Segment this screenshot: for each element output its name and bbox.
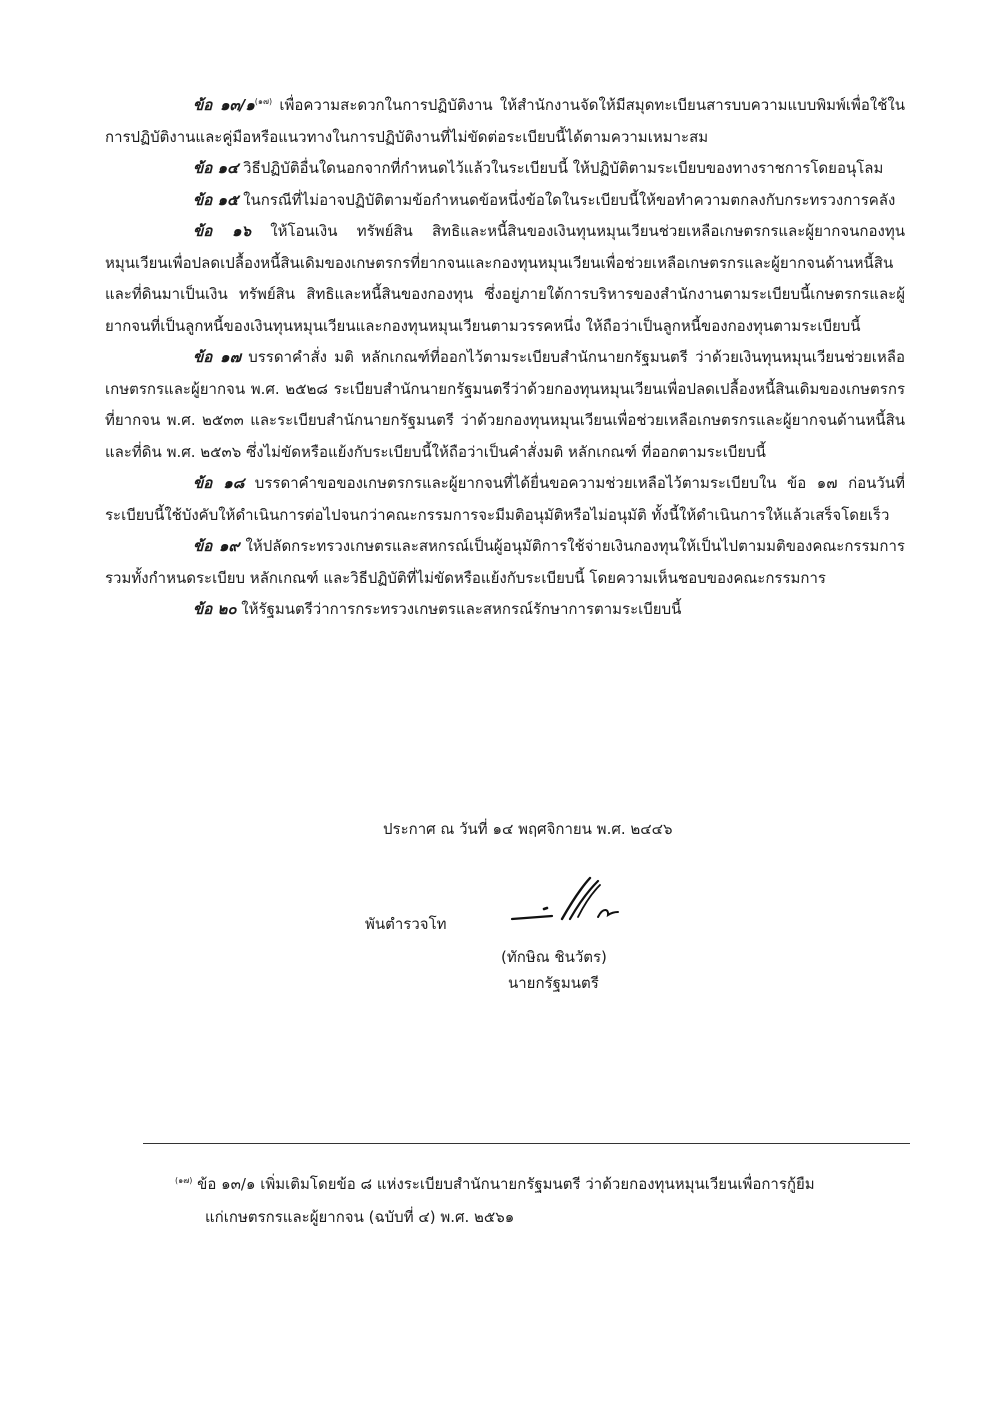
clause-number: ข้อ ๑๘ — [193, 474, 245, 492]
clause-number: ข้อ ๑๕ — [193, 190, 239, 209]
clause-18 — [105, 468, 905, 531]
clause-number: ข้อ ๒๐ — [193, 600, 237, 618]
footnote-divider — [143, 1143, 910, 1144]
clause-number: ข้อ ๑๖ — [193, 222, 252, 240]
clause-15 — [105, 185, 905, 217]
footnote-line-2: แก่เกษตรกรและผู้ยากจน (ฉบับที่ ๔) พ.ศ. ๒๕๖๑ — [205, 1208, 515, 1226]
clause-text: บรรดาคำสั่ง มติ หลักเกณฑ์ที่ออกไว้ตามระเบียบสำนักนายกรัฐมนตรี ว่าด้วยเงินทุนหมุนเวียนช่วยเหลือเกษตรกรและผู้ยากจน พ.ศ. ๒๕๒๘ ระเบียบสำนักนายกรัฐมนตรีว่าด้วยกองทุนหมุนเวียนเพื่อปลดเปลื้องหนี้สินเดิมของเกษตรกรที่ยากจน พ.ศ. ๒๕๓๓ และระเบียบสำนักนายกรัฐมนตรี ว่าด้วยกองทุนหมุนเวียนเพื่อช่วยเหลือเกษตรกรและผู้ยากจนด้านหนี้สินและที่ดิน พ.ศ. ๒๕๓๖ ซึ่งไม่ขัดหรือแย้งกับระเบียบนี้ให้ถือว่าเป็นคำสั่งมติ หลักเกณฑ์ ที่ออกตามระเบียบนี้ — [105, 348, 905, 461]
clause-text: ให้ปลัดกระทรวงเกษตรและสหกรณ์เป็นผู้อนุมัติการใช้จ่ายเงินกองทุนให้เป็นไปตามมติของคณะกรรมการ รวมทั้งกำหนดระเบียบ หลักเกณฑ์ และวิธีปฏิบัติที่ไม่ขัดหรือแย้งกับระเบียบนี้ โดยความเห็นชอบของคณะกรรมการ — [105, 537, 905, 587]
handwritten-signature — [510, 875, 625, 925]
clause-number: ข้อ ๑๔ — [193, 159, 239, 177]
clause-14 — [105, 153, 905, 185]
clause-text: บรรดาคำขอของเกษตรกรและผู้ยากจนที่ได้ยื่นขอความช่วยเหลือไว้ตามระเบียบใน ข้อ ๑๗ ก่อนวันที่ระเบียบนี้ใช้บังคับให้ดำเนินการต่อไปจนกว่าคณะกรรมการจะมีมติอนุมัติหรือไม่อนุมัติ ทั้งนี้ให้ดำเนินการให้แล้วเสร็จโดยเร็ว — [105, 474, 905, 524]
clause-20 — [105, 594, 905, 626]
footnote-reference: (๑๗) — [254, 97, 273, 106]
clause-13-1 — [105, 90, 905, 153]
footnote — [175, 1168, 915, 1234]
clause-number: ข้อ ๑๗ — [193, 348, 241, 366]
clause-16 — [105, 216, 905, 342]
signer-position: นายกรัฐมนตรี — [508, 974, 599, 992]
announcement-date: ประกาศ ณ วันที่ ๑๔ พฤศจิกายน พ.ศ. ๒๔๔๖ — [383, 820, 673, 838]
clause-text: วิธีปฏิบัติอื่นใดนอกจากที่กำหนดไว้แล้วในระเบียบนี้ ให้ปฏิบัติตามระเบียบของทางราชการโดยอนุโลม — [238, 159, 884, 177]
clause-text: ให้รัฐมนตรีว่าการกระทรวงเกษตรและสหกรณ์รักษาการตามระเบียบนี้ — [236, 600, 682, 618]
footnote-line-1: ข้อ ๑๓/๑ เพิ่มเติมโดยข้อ ๘ แห่งระเบียบสำนักนายกรัฐมนตรี ว่าด้วยกองทุนหมุนเวียนเพื่อการกู้ยืม — [197, 1175, 815, 1193]
signer-rank: พันตำรวจโท — [365, 915, 447, 933]
clause-body — [105, 90, 905, 626]
footnote-mark: (๑๗) — [175, 1176, 193, 1185]
clause-text: เพื่อความสะดวกในการปฏิบัติงาน ให้สำนักงานจัดให้มีสมุดทะเบียนสารบบความแบบพิมพ์เพื่อใช้ในการปฏิบัติงานและคู่มือหรือแนวทางในการปฏิบัติงานที่ไม่ขัดต่อระเบียบนี้ได้ตามความเหมาะสม — [105, 96, 905, 146]
clause-number: ข้อ ๑๓/๑ — [193, 96, 255, 114]
clause-number: ข้อ ๑๙ — [193, 537, 240, 555]
clause-17 — [105, 342, 905, 468]
clause-19 — [105, 531, 905, 594]
clause-text: ในกรณีที่ไม่อาจปฏิบัติตามข้อกำหนดข้อหนึ่งข้อใดในระเบียบนี้ให้ขอทำความตกลงกับกระทรวงการคลัง — [238, 190, 896, 209]
signer-name: (ทักษิณ ชินวัตร) — [501, 948, 607, 966]
clause-text: ให้โอนเงิน ทรัพย์สิน สิทธิและหนี้สินของเงินทุนหมุนเวียนช่วยเหลือเกษตรกรและผู้ยากจนกองทุนหมุนเวียนเพื่อปลดเปลื้องหนี้สินเดิมของเกษตรกรที่ยากจนและกองทุนหมุนเวียนเพื่อช่วยเหลือเกษตรกรและผู้ยากจนด้านหนี้สินและที่ดินมาเป็นเงิน ทรัพย์สิน สิทธิและหนี้สินของกองทุน ซึ่งอยู่ภายใต้การบริหารของสำนักงานตามระเบียบนี้เกษตรกรและผู้ยากจนที่เป็นลูกหนี้ของเงินทุนหมุนเวียนและกองทุนหมุนเวียนตามวรรคหนึ่ง ให้ถือว่าเป็นลูกหนี้ของกองทุนตามระเบียบนี้ — [105, 222, 905, 335]
